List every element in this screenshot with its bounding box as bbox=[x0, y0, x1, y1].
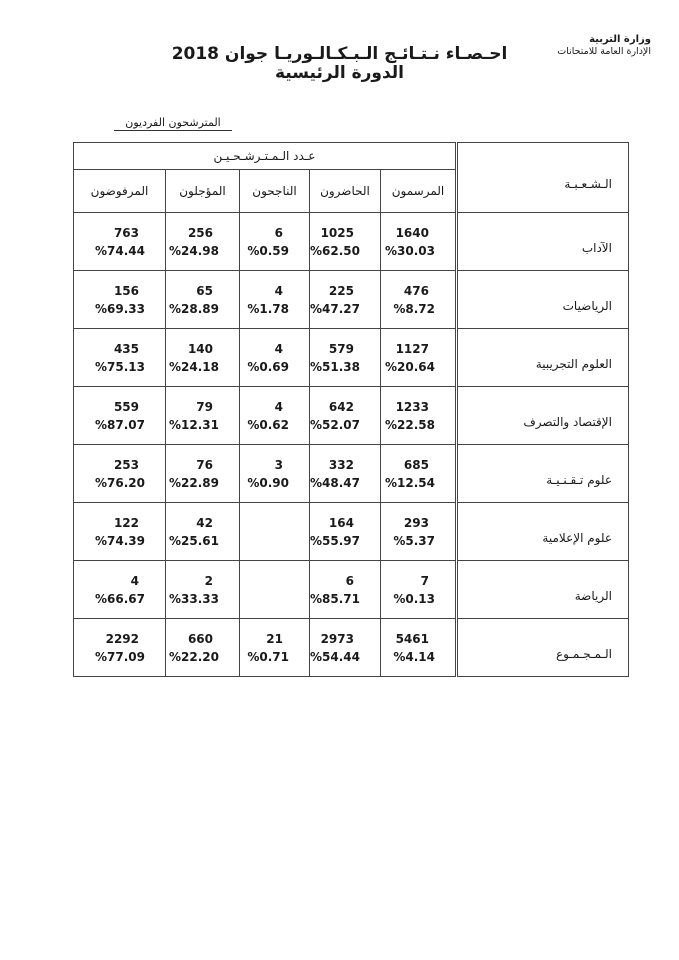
cell-percent: %5.37 bbox=[393, 533, 435, 548]
table-cell bbox=[166, 561, 240, 619]
branch-name: الـمـجـمـوع bbox=[456, 619, 628, 677]
cell-count: 122 bbox=[113, 515, 139, 530]
table-row bbox=[74, 561, 629, 619]
table-cell bbox=[74, 503, 166, 561]
cell-percent: %22.89 bbox=[169, 475, 219, 490]
cell-count: 2973 bbox=[320, 631, 354, 646]
column-header: الناجحون bbox=[240, 170, 310, 213]
cell-percent: %0.59 bbox=[247, 243, 289, 258]
table-row bbox=[74, 329, 629, 387]
branch-name: علوم الإعلامية bbox=[456, 503, 628, 561]
cell-count: 4 bbox=[274, 341, 283, 356]
branch-header: الـشـعـبـة bbox=[456, 143, 628, 213]
cell-count: 225 bbox=[328, 283, 354, 298]
table-row bbox=[74, 503, 629, 561]
table-cell bbox=[380, 213, 456, 271]
cell-count: 332 bbox=[328, 457, 354, 472]
table-cell bbox=[166, 387, 240, 445]
cell-percent: %24.98 bbox=[169, 243, 219, 258]
table-row bbox=[74, 619, 629, 677]
cell-percent: %0.69 bbox=[247, 359, 289, 374]
results-table bbox=[73, 142, 629, 677]
table-cell bbox=[240, 445, 310, 503]
cell-count: 642 bbox=[328, 399, 354, 414]
cell-percent: %51.38 bbox=[310, 359, 360, 374]
table-row bbox=[74, 387, 629, 445]
cell-count: 4 bbox=[274, 283, 283, 298]
branch-name: علوم تـقـنـيـة bbox=[456, 445, 628, 503]
cell-count: 4 bbox=[274, 399, 283, 414]
cell-percent: %74.39 bbox=[95, 533, 145, 548]
cell-percent: %52.07 bbox=[310, 417, 360, 432]
cell-percent: %25.61 bbox=[169, 533, 219, 548]
cell-percent: %74.44 bbox=[95, 243, 145, 258]
cell-percent: %55.97 bbox=[310, 533, 360, 548]
cell-count: 79 bbox=[196, 399, 213, 414]
cell-count: 1640 bbox=[395, 225, 429, 240]
table-cell bbox=[166, 213, 240, 271]
cell-percent: %0.90 bbox=[247, 475, 289, 490]
cell-percent: %62.50 bbox=[310, 243, 360, 258]
section-label: المترشحون الفرديون bbox=[114, 116, 232, 131]
table-cell bbox=[240, 619, 310, 677]
cell-count: 7 bbox=[420, 573, 429, 588]
cell-count: 293 bbox=[403, 515, 429, 530]
table-cell bbox=[74, 445, 166, 503]
cell-percent: %76.20 bbox=[95, 475, 145, 490]
table-cell bbox=[240, 561, 310, 619]
cell-percent: %77.09 bbox=[95, 649, 145, 664]
column-header: المؤجلون bbox=[166, 170, 240, 213]
cell-percent: %85.71 bbox=[310, 591, 360, 606]
table-cell bbox=[380, 329, 456, 387]
table-cell bbox=[310, 619, 381, 677]
cell-count: 3 bbox=[274, 457, 283, 472]
count-header: عـدد الـمـتـرشـحـيـن bbox=[74, 143, 457, 170]
table-cell bbox=[166, 271, 240, 329]
cell-percent: %66.67 bbox=[95, 591, 145, 606]
cell-count: 476 bbox=[403, 283, 429, 298]
table-cell bbox=[310, 503, 381, 561]
table-cell bbox=[380, 445, 456, 503]
table-cell bbox=[74, 387, 166, 445]
cell-percent: %1.78 bbox=[247, 301, 289, 316]
table-cell bbox=[310, 329, 381, 387]
table-row bbox=[74, 271, 629, 329]
table-cell bbox=[74, 561, 166, 619]
table-cell bbox=[240, 387, 310, 445]
cell-percent: %87.07 bbox=[95, 417, 145, 432]
table-cell bbox=[380, 387, 456, 445]
cell-count: 5461 bbox=[395, 631, 429, 646]
cell-count: 1127 bbox=[395, 341, 429, 356]
cell-count: 164 bbox=[328, 515, 354, 530]
table-cell bbox=[380, 503, 456, 561]
cell-percent: %54.44 bbox=[310, 649, 360, 664]
cell-percent: %0.62 bbox=[247, 417, 289, 432]
cell-count: 2292 bbox=[105, 631, 139, 646]
table-cell bbox=[74, 619, 166, 677]
ministry-name: وزارة التربية bbox=[589, 34, 651, 45]
table-cell bbox=[166, 503, 240, 561]
table-cell bbox=[380, 561, 456, 619]
cell-count: 140 bbox=[187, 341, 213, 356]
branch-name: الإقتصاد والتصرف bbox=[456, 387, 628, 445]
page-title: احـصـاء نـتـائـج الـبـكـالـوريـا جوان 2018 bbox=[171, 44, 508, 64]
table-cell bbox=[240, 329, 310, 387]
cell-percent: %33.33 bbox=[169, 591, 219, 606]
cell-percent: %12.54 bbox=[385, 475, 435, 490]
table-cell bbox=[310, 561, 381, 619]
column-header: الحاضرون bbox=[310, 170, 381, 213]
branch-name: الرياضة bbox=[456, 561, 628, 619]
table-cell bbox=[240, 271, 310, 329]
cell-percent: %22.58 bbox=[385, 417, 435, 432]
cell-count: 6 bbox=[274, 225, 283, 240]
cell-percent: %8.72 bbox=[393, 301, 435, 316]
cell-count: 156 bbox=[113, 283, 139, 298]
cell-count: 435 bbox=[113, 341, 139, 356]
table-cell bbox=[240, 503, 310, 561]
cell-count: 253 bbox=[113, 457, 139, 472]
page-subtitle: الدورة الرئيسية bbox=[275, 63, 404, 83]
table-cell bbox=[380, 271, 456, 329]
table-cell bbox=[310, 271, 381, 329]
table-cell bbox=[240, 213, 310, 271]
cell-count: 579 bbox=[328, 341, 354, 356]
cell-count: 559 bbox=[113, 399, 139, 414]
table-row bbox=[74, 445, 629, 503]
table-cell bbox=[310, 213, 381, 271]
cell-percent: %48.47 bbox=[310, 475, 360, 490]
cell-percent: %0.13 bbox=[393, 591, 435, 606]
cell-count: 4 bbox=[130, 573, 139, 588]
cell-percent: %69.33 bbox=[95, 301, 145, 316]
cell-count: 763 bbox=[113, 225, 139, 240]
column-header: المرسمون bbox=[380, 170, 456, 213]
cell-percent: %12.31 bbox=[169, 417, 219, 432]
cell-count: 42 bbox=[196, 515, 213, 530]
table-cell bbox=[74, 329, 166, 387]
cell-count: 685 bbox=[403, 457, 429, 472]
cell-count: 6 bbox=[345, 573, 354, 588]
table-cell bbox=[74, 213, 166, 271]
table-cell bbox=[310, 445, 381, 503]
cell-percent: %20.64 bbox=[385, 359, 435, 374]
table-cell bbox=[166, 445, 240, 503]
cell-count: 2 bbox=[204, 573, 213, 588]
column-header: المرفوضون bbox=[74, 170, 166, 213]
table-cell bbox=[166, 619, 240, 677]
cell-count: 65 bbox=[196, 283, 213, 298]
directorate-name: الإدارة العامة للامتحانات bbox=[557, 46, 651, 57]
branch-name: العلوم التجريبية bbox=[456, 329, 628, 387]
cell-percent: %30.03 bbox=[385, 243, 435, 258]
table-cell bbox=[166, 329, 240, 387]
cell-count: 1233 bbox=[395, 399, 429, 414]
table-cell bbox=[74, 271, 166, 329]
branch-name: الرياضيات bbox=[456, 271, 628, 329]
cell-count: 1025 bbox=[320, 225, 354, 240]
branch-name: الآداب bbox=[456, 213, 628, 271]
cell-percent: %22.20 bbox=[169, 649, 219, 664]
cell-count: 660 bbox=[187, 631, 213, 646]
table-cell bbox=[380, 619, 456, 677]
cell-percent: %0.71 bbox=[247, 649, 289, 664]
table-cell bbox=[310, 387, 381, 445]
cell-percent: %28.89 bbox=[169, 301, 219, 316]
cell-count: 256 bbox=[187, 225, 213, 240]
table-row bbox=[74, 213, 629, 271]
cell-percent: %24.18 bbox=[169, 359, 219, 374]
cell-percent: %47.27 bbox=[310, 301, 360, 316]
cell-count: 76 bbox=[196, 457, 213, 472]
cell-count: 21 bbox=[266, 631, 283, 646]
cell-percent: %4.14 bbox=[393, 649, 435, 664]
cell-percent: %75.13 bbox=[95, 359, 145, 374]
